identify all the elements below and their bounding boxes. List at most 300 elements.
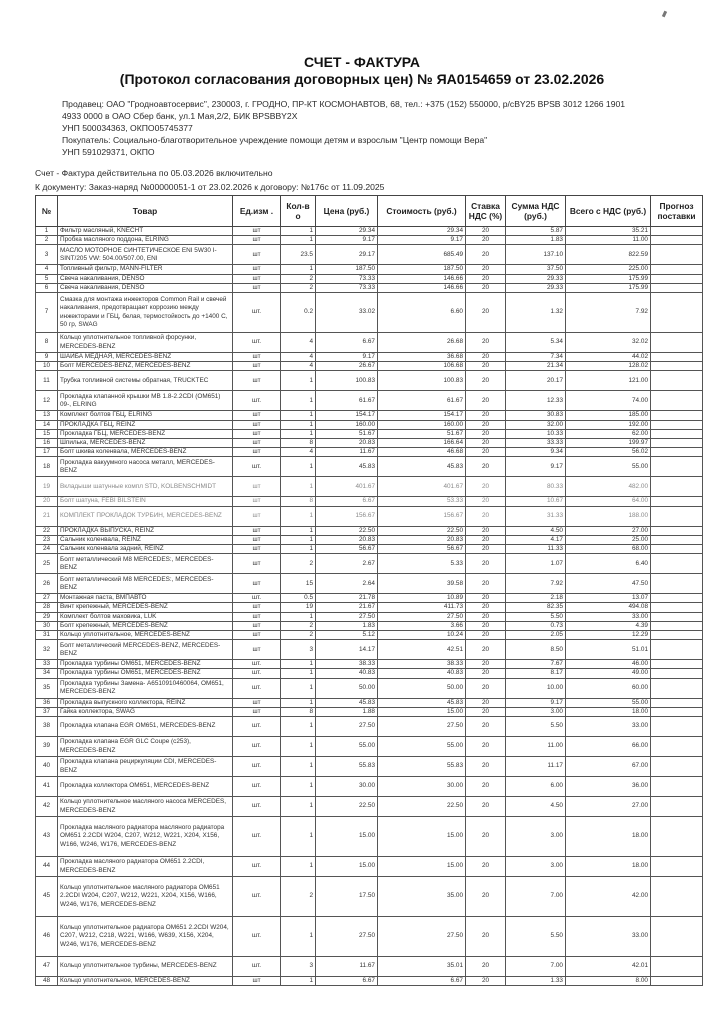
cell-delivery-forecast xyxy=(651,631,703,640)
col-header-quantity: Кол-в о xyxy=(281,196,316,227)
cell-unit: шт xyxy=(233,535,281,544)
cell-price: 154.17 xyxy=(316,411,378,420)
cell-cost: 53.33 xyxy=(378,497,466,506)
cell-delivery-forecast xyxy=(651,333,703,353)
table-row xyxy=(36,717,703,737)
cell-delivery-forecast xyxy=(651,612,703,621)
cell-product: Смазка для монтажа инжекторов Common Rail и свечей накаливания, предотвращает коррозию между инжекторами и ГБЦ, белая, термостойкость до +1400 С, 50 гр, SWAG xyxy=(58,293,233,333)
cell-vat-rate: 20 xyxy=(466,457,506,477)
cell-quantity: 1 xyxy=(281,669,316,678)
cell-unit: шт xyxy=(233,526,281,535)
col-header-delivery-forecast: Прогноз поставки xyxy=(651,196,703,227)
cell-delivery-forecast xyxy=(651,457,703,477)
table-row xyxy=(36,594,703,603)
cell-cost: 187.50 xyxy=(378,265,466,274)
cell-vat-amount: 5.50 xyxy=(506,612,566,621)
cell-price: 160.00 xyxy=(316,420,378,429)
cell-product: Винт крепежный, MERCEDES-BENZ xyxy=(58,603,233,612)
cell-product: Прокладка масляного радиатора масляного радиатора OM651 2.2CDI W204, C207, W212, W221, X204, X156, W166, W246, W176, MERCEDES-BENZ xyxy=(58,817,233,857)
cell-delivery-forecast xyxy=(651,227,703,236)
cell-quantity: 1 xyxy=(281,545,316,554)
cell-product: Болт шкива коленвала, MERCEDES-BENZ xyxy=(58,448,233,457)
cell-number: 17 xyxy=(36,448,58,457)
cell-unit: шт xyxy=(233,236,281,245)
cell-number: 29 xyxy=(36,612,58,621)
cell-number: 25 xyxy=(36,554,58,574)
cell-product: Прокладка клапана EGR GLC Coupe (c253), MERCEDES-BENZ xyxy=(58,737,233,757)
cell-unit: шт xyxy=(233,698,281,707)
cell-cost: 51.67 xyxy=(378,429,466,438)
cell-product: Шпилька, MERCEDES-BENZ xyxy=(58,439,233,448)
cell-total: 42.01 xyxy=(566,957,651,977)
cell-vat-rate: 20 xyxy=(466,669,506,678)
cell-vat-amount: 10.67 xyxy=(506,497,566,506)
validity-note: Счет - Фактура действительна по 05.03.2026 включительно xyxy=(35,168,273,178)
cell-unit: шт. xyxy=(233,333,281,353)
cell-number: 9 xyxy=(36,353,58,362)
cell-cost: 15.00 xyxy=(378,707,466,716)
cell-delivery-forecast xyxy=(651,757,703,777)
cell-vat-amount: 8.50 xyxy=(506,640,566,660)
cell-price: 6.67 xyxy=(316,977,378,986)
cell-quantity: 2 xyxy=(281,621,316,630)
cell-unit: шт xyxy=(233,621,281,630)
cell-vat-rate: 20 xyxy=(466,362,506,371)
cell-unit: шт. xyxy=(233,717,281,737)
cell-product: Кольцо уплотнительное, MERCEDES-BENZ xyxy=(58,631,233,640)
cell-total: 199.97 xyxy=(566,439,651,448)
cell-total: 185.00 xyxy=(566,411,651,420)
cell-cost: 61.67 xyxy=(378,391,466,411)
cell-price: 21.78 xyxy=(316,594,378,603)
cell-total: 8.00 xyxy=(566,977,651,986)
cell-product: Кольцо уплотнительное топливной форсунки, MERCEDES-BENZ xyxy=(58,333,233,353)
cell-price: 1.83 xyxy=(316,621,378,630)
cell-price: 2.64 xyxy=(316,574,378,594)
cell-total: 188.00 xyxy=(566,506,651,526)
cell-cost: 30.00 xyxy=(378,777,466,797)
cell-total: 64.00 xyxy=(566,497,651,506)
cell-quantity: 4 xyxy=(281,333,316,353)
cell-total: 4.39 xyxy=(566,621,651,630)
cell-cost: 50.00 xyxy=(378,678,466,698)
cell-total: 27.00 xyxy=(566,526,651,535)
cell-product: Комплект болтов маховика, LUK xyxy=(58,612,233,621)
cell-unit: шт xyxy=(233,283,281,292)
cell-unit: шт xyxy=(233,420,281,429)
cell-cost: 6.67 xyxy=(378,977,466,986)
cell-unit: шт. xyxy=(233,817,281,857)
cell-unit: шт xyxy=(233,429,281,438)
cell-unit: шт xyxy=(233,362,281,371)
cell-price: 187.50 xyxy=(316,265,378,274)
cell-price: 6.67 xyxy=(316,333,378,353)
cell-quantity: 2 xyxy=(281,631,316,640)
cell-number: 40 xyxy=(36,757,58,777)
cell-vat-rate: 20 xyxy=(466,333,506,353)
cell-price: 73.33 xyxy=(316,274,378,283)
cell-unit: шт. xyxy=(233,678,281,698)
cell-product: ШАЙБА МЕДНАЯ, MERCEDES-BENZ xyxy=(58,353,233,362)
cell-number: 7 xyxy=(36,293,58,333)
cell-unit: шт. xyxy=(233,877,281,917)
cell-unit: шт. xyxy=(233,777,281,797)
cell-unit: шт xyxy=(233,371,281,391)
cell-cost: 26.68 xyxy=(378,333,466,353)
cell-product: Кольцо уплотнительное радиатора OM651 2.2CDI W204, C207, W212, C218, W221, W166, W639, X156, X204, W246, W176, MERCEDES-BENZ xyxy=(58,917,233,957)
cell-cost: 6.60 xyxy=(378,293,466,333)
cell-vat-rate: 20 xyxy=(466,817,506,857)
cell-product: Прокладка клапанной крышки MB 1.8-2.2CDI (OM651) 09-, ELRING xyxy=(58,391,233,411)
cell-vat-amount: 20.17 xyxy=(506,371,566,391)
cell-vat-rate: 20 xyxy=(466,631,506,640)
cell-number: 26 xyxy=(36,574,58,594)
cell-total: 18.00 xyxy=(566,707,651,716)
cell-product: Гайка коллектора, SWAG xyxy=(58,707,233,716)
cell-delivery-forecast xyxy=(651,236,703,245)
cell-number: 19 xyxy=(36,477,58,497)
cell-total: 128.02 xyxy=(566,362,651,371)
cell-product: Монтажная паста, ВМПАВТО xyxy=(58,594,233,603)
cell-delivery-forecast xyxy=(651,420,703,429)
cell-delivery-forecast xyxy=(651,293,703,333)
cell-delivery-forecast xyxy=(651,707,703,716)
cell-product: Прокладка клапана EGR OM651, MERCEDES-BENZ xyxy=(58,717,233,737)
cell-price: 50.00 xyxy=(316,678,378,698)
cell-vat-amount: 8.17 xyxy=(506,669,566,678)
cell-vat-rate: 20 xyxy=(466,621,506,630)
cell-price: 29.17 xyxy=(316,245,378,265)
cell-quantity: 8 xyxy=(281,439,316,448)
cell-quantity: 1 xyxy=(281,227,316,236)
document-subtitle: (Протокол согласования договорных цен) № ЯА0154659 от 23.02.2026 xyxy=(119,71,605,87)
seller-line-3: УНП 500034363, ОКПО05745377 xyxy=(62,123,193,133)
cell-cost: 39.58 xyxy=(378,574,466,594)
table-row xyxy=(36,245,703,265)
cell-cost: 160.00 xyxy=(378,420,466,429)
cell-vat-rate: 20 xyxy=(466,707,506,716)
cell-delivery-forecast xyxy=(651,857,703,877)
cell-product: Болт шатуна, FEBI BILSTEIN xyxy=(58,497,233,506)
cell-unit: шт xyxy=(233,707,281,716)
cell-vat-amount: 32.00 xyxy=(506,420,566,429)
table-row xyxy=(36,737,703,757)
cell-unit: шт xyxy=(233,603,281,612)
cell-number: 5 xyxy=(36,274,58,283)
cell-price: 15.00 xyxy=(316,857,378,877)
table-row xyxy=(36,877,703,917)
cell-product: Болт металлический M8 MERCEDES:, MERCEDES-BENZ xyxy=(58,574,233,594)
cell-delivery-forecast xyxy=(651,265,703,274)
cell-product: Сальник коленвала, REINZ xyxy=(58,535,233,544)
cell-number: 34 xyxy=(36,669,58,678)
cell-cost: 146.66 xyxy=(378,283,466,292)
table-row xyxy=(36,236,703,245)
cell-delivery-forecast xyxy=(651,371,703,391)
table-row xyxy=(36,429,703,438)
cell-unit: шт. xyxy=(233,737,281,757)
table-row xyxy=(36,678,703,698)
cell-total: 55.00 xyxy=(566,457,651,477)
cell-number: 15 xyxy=(36,429,58,438)
table-row xyxy=(36,757,703,777)
cell-vat-amount: 21.34 xyxy=(506,362,566,371)
cell-unit: шт xyxy=(233,545,281,554)
invoice-table xyxy=(35,195,703,986)
cell-price: 55.83 xyxy=(316,757,378,777)
cell-vat-rate: 20 xyxy=(466,283,506,292)
cell-product: Вкладыши шатунные компл STD, KOLBENSCHMIDT xyxy=(58,477,233,497)
cell-vat-rate: 20 xyxy=(466,371,506,391)
cell-number: 42 xyxy=(36,797,58,817)
cell-total: 175.99 xyxy=(566,283,651,292)
cell-vat-amount: 7.00 xyxy=(506,957,566,977)
table-row xyxy=(36,448,703,457)
cell-vat-rate: 20 xyxy=(466,640,506,660)
cell-total: 56.02 xyxy=(566,448,651,457)
cell-unit: шт xyxy=(233,497,281,506)
cell-total: 33.00 xyxy=(566,717,651,737)
cell-number: 28 xyxy=(36,603,58,612)
cell-cost: 5.33 xyxy=(378,554,466,574)
cell-number: 37 xyxy=(36,707,58,716)
cell-cost: 45.83 xyxy=(378,457,466,477)
cell-quantity: 1 xyxy=(281,857,316,877)
cell-delivery-forecast xyxy=(651,621,703,630)
cell-unit: шт xyxy=(233,245,281,265)
cell-product: Свеча накаливания, DENSO xyxy=(58,274,233,283)
cell-product: Болт металлический MERCEDES-BENZ, MERCEDES-BENZ xyxy=(58,640,233,660)
cell-vat-amount: 11.33 xyxy=(506,545,566,554)
col-header-number: № xyxy=(36,196,58,227)
cell-cost: 15.00 xyxy=(378,817,466,857)
cell-number: 38 xyxy=(36,717,58,737)
cell-vat-rate: 20 xyxy=(466,353,506,362)
cell-total: 62.00 xyxy=(566,429,651,438)
cell-quantity: 1 xyxy=(281,265,316,274)
cell-vat-amount: 137.10 xyxy=(506,245,566,265)
table-body xyxy=(36,227,703,986)
cell-vat-amount: 31.33 xyxy=(506,506,566,526)
cell-product: Трубка топливной системы обратная, TRUCKTEC xyxy=(58,371,233,391)
cell-vat-rate: 20 xyxy=(466,977,506,986)
cell-total: 11.00 xyxy=(566,236,651,245)
cell-cost: 22.50 xyxy=(378,797,466,817)
cell-vat-amount: 33.33 xyxy=(506,439,566,448)
table-row xyxy=(36,353,703,362)
table-row xyxy=(36,420,703,429)
cell-vat-rate: 20 xyxy=(466,777,506,797)
cell-delivery-forecast xyxy=(651,977,703,986)
cell-unit: шт xyxy=(233,227,281,236)
seller-line-2: 4933 0000 в ОАО Сбер банк, ул.1 Мая,2/2, БИК BPSBBY2X xyxy=(62,111,298,121)
cell-unit: шт. xyxy=(233,797,281,817)
cell-vat-amount: 11.17 xyxy=(506,757,566,777)
table-row xyxy=(36,497,703,506)
cell-vat-rate: 20 xyxy=(466,506,506,526)
table-row xyxy=(36,227,703,236)
cell-vat-rate: 20 xyxy=(466,245,506,265)
cell-cost: 106.68 xyxy=(378,362,466,371)
cell-product: Свеча накаливания, DENSO xyxy=(58,283,233,292)
buyer-info xyxy=(62,134,702,158)
cell-quantity: 2 xyxy=(281,877,316,917)
table-row xyxy=(36,621,703,630)
cell-delivery-forecast xyxy=(651,594,703,603)
cell-number: 46 xyxy=(36,917,58,957)
cell-vat-rate: 20 xyxy=(466,877,506,917)
cell-vat-rate: 20 xyxy=(466,535,506,544)
cell-vat-amount: 7.67 xyxy=(506,660,566,669)
cell-vat-rate: 20 xyxy=(466,917,506,957)
cell-total: 192.00 xyxy=(566,420,651,429)
cell-cost: 29.34 xyxy=(378,227,466,236)
cell-delivery-forecast xyxy=(651,777,703,797)
cell-delivery-forecast xyxy=(651,283,703,292)
cell-total: 494.08 xyxy=(566,603,651,612)
cell-quantity: 1 xyxy=(281,420,316,429)
col-header-cost: Стоимость (руб.) xyxy=(378,196,466,227)
table-row xyxy=(36,362,703,371)
cell-delivery-forecast xyxy=(651,535,703,544)
cell-cost: 15.00 xyxy=(378,857,466,877)
cell-vat-amount: 3.00 xyxy=(506,817,566,857)
cell-price: 27.50 xyxy=(316,717,378,737)
cell-product: МАСЛО МОТОРНОЕ СИНТЕТИЧЕСКОЕ ENI 5W30 I-SINT/205 VW: 504.00/507.00, ENI xyxy=(58,245,233,265)
cell-vat-amount: 7.34 xyxy=(506,353,566,362)
cell-quantity: 1 xyxy=(281,236,316,245)
cell-vat-rate: 20 xyxy=(466,678,506,698)
cell-unit: шт. xyxy=(233,917,281,957)
cell-unit: шт. xyxy=(233,660,281,669)
cell-number: 22 xyxy=(36,526,58,535)
cell-unit: шт. xyxy=(233,957,281,977)
cell-total: 18.00 xyxy=(566,857,651,877)
cell-number: 32 xyxy=(36,640,58,660)
cell-unit: шт xyxy=(233,411,281,420)
cell-product: ПРОКЛАДКА ГБЦ, REINZ xyxy=(58,420,233,429)
cell-price: 21.67 xyxy=(316,603,378,612)
cell-number: 23 xyxy=(36,535,58,544)
cell-cost: 56.67 xyxy=(378,545,466,554)
cell-cost: 146.66 xyxy=(378,274,466,283)
cell-delivery-forecast xyxy=(651,411,703,420)
cell-price: 5.12 xyxy=(316,631,378,640)
cell-quantity: 23.5 xyxy=(281,245,316,265)
cell-delivery-forecast xyxy=(651,554,703,574)
cell-delivery-forecast xyxy=(651,274,703,283)
cell-cost: 166.64 xyxy=(378,439,466,448)
cell-quantity: 3 xyxy=(281,957,316,977)
cell-unit: шт xyxy=(233,439,281,448)
cell-quantity: 1 xyxy=(281,777,316,797)
cell-vat-amount: 2.05 xyxy=(506,631,566,640)
cell-quantity: 4 xyxy=(281,448,316,457)
cell-quantity: 1 xyxy=(281,477,316,497)
cell-total: 32.02 xyxy=(566,333,651,353)
document-reference: К документу: Заказ-наряд №00000051-1 от 23.02.2026 к договору: №176с от 11.09.2025 xyxy=(35,182,385,192)
cell-total: 25.00 xyxy=(566,535,651,544)
cell-quantity: 1 xyxy=(281,757,316,777)
cell-number: 4 xyxy=(36,265,58,274)
cell-product: Кольцо уплотнительное турбины, MERCEDES-BENZ xyxy=(58,957,233,977)
col-header-total: Всего с НДС (руб.) xyxy=(566,196,651,227)
cell-vat-rate: 20 xyxy=(466,391,506,411)
cell-product: Прокладка турбины Замена- A6510910460064, OM651, MERCEDES-BENZ xyxy=(58,678,233,698)
cell-quantity: 2 xyxy=(281,554,316,574)
cell-vat-amount: 7.92 xyxy=(506,574,566,594)
cell-delivery-forecast xyxy=(651,669,703,678)
cell-quantity: 1 xyxy=(281,526,316,535)
cell-number: 2 xyxy=(36,236,58,245)
table-row xyxy=(36,371,703,391)
cell-unit: шт xyxy=(233,477,281,497)
cell-number: 8 xyxy=(36,333,58,353)
cell-vat-amount: 9.17 xyxy=(506,698,566,707)
cell-total: 47.50 xyxy=(566,574,651,594)
cell-quantity: 1 xyxy=(281,457,316,477)
table-row xyxy=(36,265,703,274)
cell-delivery-forecast xyxy=(651,574,703,594)
cell-cost: 411.73 xyxy=(378,603,466,612)
cell-number: 43 xyxy=(36,817,58,857)
cell-delivery-forecast xyxy=(651,506,703,526)
cell-vat-amount: 7.00 xyxy=(506,877,566,917)
cell-number: 45 xyxy=(36,877,58,917)
cell-vat-amount: 37.50 xyxy=(506,265,566,274)
cell-cost: 36.68 xyxy=(378,353,466,362)
seller-line-1: Продавец: ОАО "Гродноавтосервис", 230003, г. ГРОДНО, ПР-КТ КОСМОНАВТОВ, 68, тел.: +375 (152) 550000, р/сBY25 BPSB 3012 1266 1901 xyxy=(62,99,626,109)
cell-vat-rate: 20 xyxy=(466,594,506,603)
cell-cost: 38.33 xyxy=(378,660,466,669)
cell-unit: шт xyxy=(233,265,281,274)
cell-unit: шт xyxy=(233,448,281,457)
cell-unit: шт xyxy=(233,977,281,986)
table-row xyxy=(36,526,703,535)
cell-quantity: 1 xyxy=(281,612,316,621)
cell-quantity: 1 xyxy=(281,371,316,391)
cell-unit: шт xyxy=(233,353,281,362)
cell-unit: шт. xyxy=(233,669,281,678)
table-row xyxy=(36,545,703,554)
cell-number: 20 xyxy=(36,497,58,506)
table-row xyxy=(36,777,703,797)
buyer-line-2: УНП 591029371, ОКПО xyxy=(62,147,155,157)
cell-product: Болт MERCEDES-BENZ, MERCEDES-BENZ xyxy=(58,362,233,371)
table-row xyxy=(36,554,703,574)
cell-product: Прокладка выпускного коллектора, REINZ xyxy=(58,698,233,707)
cell-cost: 55.00 xyxy=(378,737,466,757)
cell-cost: 27.50 xyxy=(378,717,466,737)
table-row xyxy=(36,957,703,977)
scan-mark xyxy=(662,11,667,18)
cell-total: 66.00 xyxy=(566,737,651,757)
table-row xyxy=(36,439,703,448)
cell-cost: 3.66 xyxy=(378,621,466,630)
cell-price: 29.34 xyxy=(316,227,378,236)
cell-vat-amount: 9.34 xyxy=(506,448,566,457)
table-row xyxy=(36,506,703,526)
cell-product: Прокладка турбины OM651, MERCEDES-BENZ xyxy=(58,660,233,669)
cell-cost: 35.01 xyxy=(378,957,466,977)
cell-number: 35 xyxy=(36,678,58,698)
cell-quantity: 15 xyxy=(281,574,316,594)
table-row xyxy=(36,797,703,817)
cell-vat-rate: 20 xyxy=(466,420,506,429)
cell-vat-rate: 20 xyxy=(466,477,506,497)
cell-delivery-forecast xyxy=(651,245,703,265)
cell-delivery-forecast xyxy=(651,640,703,660)
